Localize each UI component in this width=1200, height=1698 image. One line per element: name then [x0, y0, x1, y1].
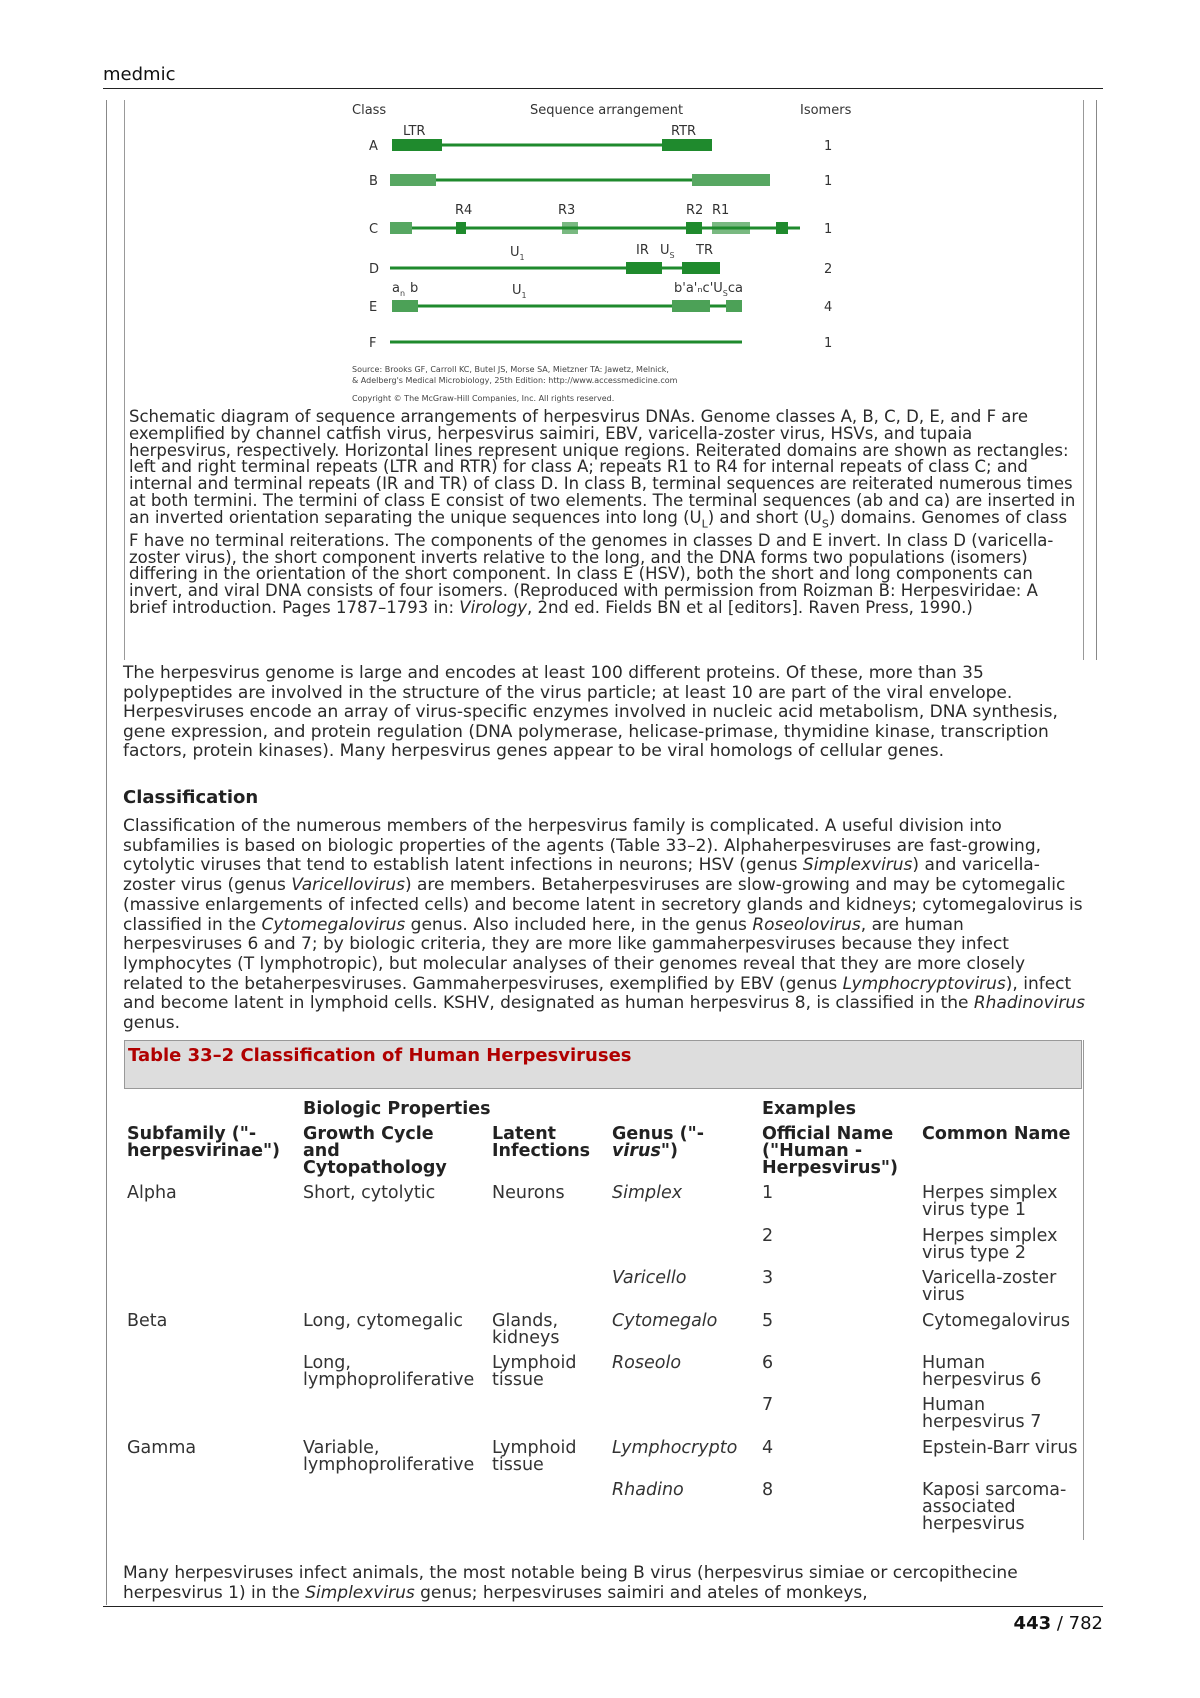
class-f-label: F [369, 336, 377, 351]
paragraph-genome: The herpesvirus genome is large and encodes at least 100 different proteins. Of these, more than 35 polypeptides are involved in the structure of the virus particle; at least 10 are part of the viral envelope. Herpesviruses encode an array of virus-specific enzymes involved in nucleic acid metabolism, DNA synthesis, gene expression, and protein regulation (DNA polymerase, helicase-primase, thymidine kinase, transcription factors, protein kinases). Many herpesvirus genes appear to be viral homologs of cellular genes. [123, 663, 1058, 762]
table-cell-common: Herpes simplex virus type 2 [922, 1226, 1058, 1263]
an-label: $a_n$ [392, 281, 406, 298]
r4-label: R4 [455, 203, 473, 218]
table-cell-growth: Long, lymphoproliferative [303, 1353, 475, 1390]
table-cell-growth: Variable, lymphoproliferative [303, 1438, 475, 1475]
table-cell-official: 1 [762, 1183, 774, 1203]
e-right-label: $b'a'_nc'U_Sca$ [674, 281, 743, 298]
running-header: medmic [103, 64, 176, 85]
col-class: Class [352, 103, 387, 118]
tr-d-box [682, 262, 720, 274]
figure-source-2: & Adelberg's Medical Microbiology, 25th Edition: http://www.accessmedicine.com [352, 376, 678, 385]
class-b-label: B [369, 174, 378, 189]
us-d-label: $U_S$ [660, 243, 675, 260]
class-c-left-repeats [390, 222, 412, 234]
classification-heading: Classification [123, 787, 259, 808]
table-cell-subfamily: Gamma [127, 1438, 197, 1458]
r2-box [686, 222, 702, 234]
rtr-label: RTR [671, 124, 697, 139]
table-cell-latent: Glands, kidneys [492, 1311, 560, 1348]
ir-d-label: IR [636, 243, 649, 258]
r4-box [456, 222, 466, 234]
group-header-biologic: Biologic Properties [303, 1099, 491, 1119]
r1-label: R1 [712, 203, 730, 218]
col-header-common: Common Name [922, 1124, 1071, 1144]
frame-border-left-outer [106, 100, 107, 1605]
col-header-official: Official Name ("Human - Herpesvirus") [762, 1124, 898, 1178]
footer-rule [103, 1606, 1103, 1607]
table-cell-genus: Lymphocrypto [612, 1438, 738, 1458]
class-c-label: C [369, 222, 379, 237]
herpesvirus-dna-figure [340, 98, 860, 408]
class-e-left-box [392, 300, 418, 312]
table-border-right [1083, 1040, 1084, 1540]
table-cell-common: Kaposi sarcoma-associated herpesvirus [922, 1480, 1067, 1534]
table-title-bar [124, 1040, 1082, 1089]
table-cell-common: Human herpesvirus 7 [922, 1395, 1042, 1432]
table-cell-subfamily: Beta [127, 1311, 168, 1331]
table-cell-latent: Neurons [492, 1183, 565, 1203]
table-cell-genus: Roseolo [612, 1353, 682, 1373]
table-cell-official: 7 [762, 1395, 774, 1415]
r3-box [562, 222, 578, 234]
col-header-subfamily: Subfamily ("-herpesvirinae") [127, 1124, 281, 1161]
col-isomers: Isomers [800, 103, 852, 118]
table-cell-genus: Rhadino [612, 1480, 684, 1500]
class-c-isomers: 1 [824, 222, 833, 237]
class-b-right-repeats [692, 174, 770, 186]
tr-d-label: TR [696, 243, 713, 258]
table-cell-official: 2 [762, 1226, 774, 1246]
frame-border-right-inner [1083, 100, 1084, 660]
group-header-examples: Examples [762, 1099, 857, 1119]
r2-label: R2 [686, 203, 704, 218]
col-header-growth: Growth Cycle and Cytopathology [303, 1124, 447, 1178]
frame-border-left-inner [124, 100, 125, 660]
class-d-label: D [369, 262, 380, 277]
table-cell-common: Cytomegalovirus [922, 1311, 1070, 1331]
ul-d-label: $U_1$ [510, 245, 525, 262]
class-d-isomers: 2 [824, 262, 833, 277]
figure-caption: Schematic diagram of sequence arrangements of herpesvirus DNAs. Genome classes A, B, C, D, E, and F are exemplified by channel catfish virus, herpesvirus saimiri, EBV, varicella-zoster virus, HSVs, and tupaia herpesvirus, respectively. Horizontal lines represent unique regions. Reiterated domains are shown as rectangles: left and right terminal repeats (LTR and RTR) for class A; repeats R1 to R4 for internal repeats of class C; and internal and terminal repeats (IR and TR) of class D. In class B, terminal sequences are reiterated numerous times at both termini. The termini of class E consist of two elements. The terminal sequences (ab and ca) are inserted in an inverted orientation separating the unique sequences into long $(U_L)$ and short $(U_S)$ domains. Genomes of class F have no terminal reiterations. The components of the genomes in classes D and E invert. In class D (varicella-zoster virus), the short component inverts relative to the long, and the DNA forms two populations (isomers) differing in the orientation of the short component. In class E (HSV), both the short and long components can invert, and viral DNA consists of four isomers. (Reproduced with permission from Roizman B: Herpesviridae: A brief introduction. Pages 1787–1793 in: Virology, 2nd ed. Fields BN et al [editors]. Raven Press, 1990.) [129, 407, 1076, 618]
b-label: b [410, 281, 419, 296]
class-a-label: A [369, 139, 378, 154]
r3-label: R3 [558, 203, 576, 218]
table-cell-genus: Simplex [612, 1183, 683, 1203]
table-cell-official: 8 [762, 1480, 774, 1500]
table-cell-genus: Varicello [612, 1268, 687, 1288]
table-title: Table 33–2 Classification of Human Herpesviruses [128, 1045, 632, 1066]
class-a-isomers: 1 [824, 139, 833, 154]
table-cell-official: 3 [762, 1268, 774, 1288]
r1-box [712, 222, 750, 234]
table-cell-official: 5 [762, 1311, 774, 1331]
ltr-box [392, 139, 442, 151]
table-cell-genus: Cytomegalo [612, 1311, 718, 1331]
class-e-isomers: 4 [824, 300, 833, 315]
table-cell-common: Herpes simplex virus type 1 [922, 1183, 1058, 1220]
ul-e-label: $U_1$ [512, 283, 527, 300]
class-e-label: E [369, 300, 378, 315]
frame-border-right-outer [1096, 100, 1097, 660]
col-sequence: Sequence arrangement [530, 103, 684, 118]
class-b-left-repeats [390, 174, 436, 186]
page-number: 443 / 782 [1013, 1613, 1103, 1634]
table-cell-latent: Lymphoid tissue [492, 1353, 577, 1390]
table-cell-growth: Long, cytomegalic [303, 1311, 464, 1331]
col-header-genus: Genus ("- virus") [612, 1124, 705, 1161]
table-cell-subfamily: Alpha [127, 1183, 177, 1203]
table-cell-common: Human herpesvirus 6 [922, 1353, 1042, 1390]
class-b-isomers: 1 [824, 174, 833, 189]
ir-d-box [626, 262, 662, 274]
figure-source-1: Source: Brooks GF, Carroll KC, Butel JS, Morse SA, Mietzner TA: Jawetz, Melnick, [352, 365, 669, 374]
rtr-box [662, 139, 712, 151]
class-e-right-box [726, 300, 742, 312]
table-cell-common: Epstein-Barr virus [922, 1438, 1078, 1458]
figure-copyright: Copyright © The McGraw-Hill Companies, Inc. All rights reserved. [352, 394, 615, 403]
table-cell-official: 6 [762, 1353, 774, 1373]
col-header-latent: Latent Infections [492, 1124, 591, 1161]
ltr-label: LTR [403, 124, 426, 139]
paragraph-classification: Classification of the numerous members of the herpesvirus family is complicated. A useful division into subfamilies is based on biologic properties of the agents (Table 33–2). Alphaherpesviruses are fast-growing, cytolytic viruses that tend to establish latent infections in neurons; HSV (genus Simplexvirus) and varicella-zoster virus (genus Varicellovirus) are members. Betaherpesviruses are slow-growing and may be cytomegalic (massive enlargements of infected cells) and become latent in secretory glands and kidneys; cytomegalovirus is classified in the Cytomegalovirus genus. Also included here, in the genus Roseolovirus, are human herpesviruses 6 and 7; by biologic criteria, they are more like gammaherpesviruses because they infect lymphocytes (T lymphotropic), but molecular analyses of their genomes reveal that they are more closely related to the betaherpesviruses. Gammaherpesviruses, exemplified by EBV (genus Lymphocryptovirus), infect and become latent in lymphoid cells. KSHV, designated as human herpesvirus 8, is classified in the Rhadinovirus genus. [123, 816, 1085, 1034]
class-e-mid-box [672, 300, 710, 312]
class-c-right-repeat [776, 222, 788, 234]
class-f-isomers: 1 [824, 336, 833, 351]
table-cell-growth: Short, cytolytic [303, 1183, 436, 1203]
paragraph-animal-herpesviruses: Many herpesviruses infect animals, the most notable being B virus (herpesvirus simiae or cercopithecine herpesvirus 1) in the Simplexvirus genus; herpesviruses saimiri and ateles of monkeys, [123, 1563, 1018, 1603]
header-rule [103, 88, 1103, 89]
table-cell-latent: Lymphoid tissue [492, 1438, 577, 1475]
table-cell-official: 4 [762, 1438, 774, 1458]
table-cell-common: Varicella-zoster virus [922, 1268, 1057, 1305]
